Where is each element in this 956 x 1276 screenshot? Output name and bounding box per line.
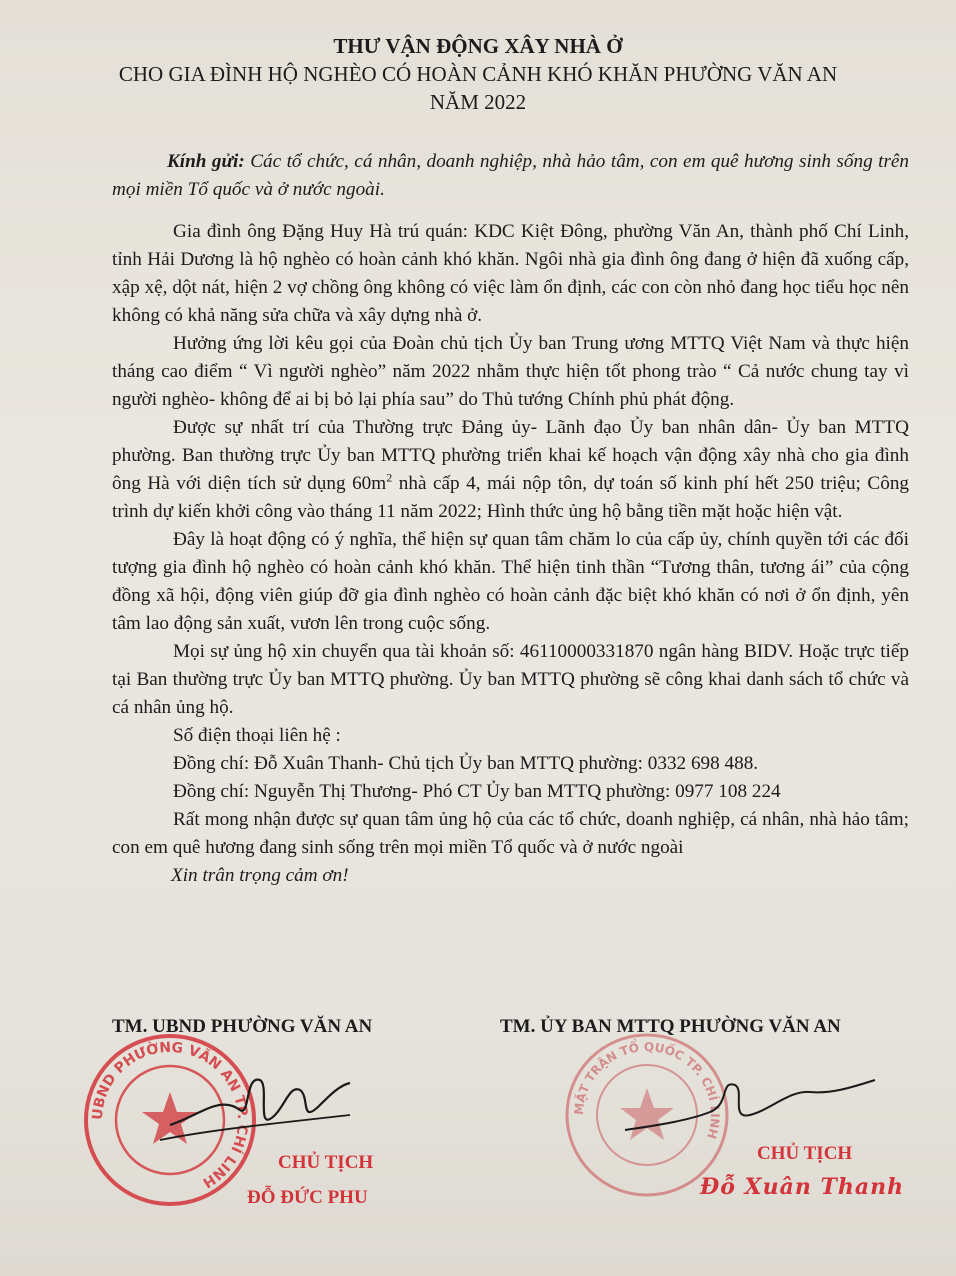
left-handwritten-signature bbox=[150, 1055, 370, 1155]
paragraph-3a: Được sự nhất trí của Thường trực Đảng ủy- Lãnh đạo Ủy ban nhân dân- Ủy ban MTTQ phường. Ban thường trực Ủy ban MTTQ phường triển khai kế hoạch vận động xây nhà cho gia đình ông Hà với diện tích sử dụng 60m bbox=[112, 417, 909, 494]
paragraph-3b: nhà cấp 4, mái nộp tôn, dự toán số kinh phí hết 250 triệu; Công trình dự kiến khởi công vào tháng 11 năm 2022; Hình thức ủng hộ bằng tiền mặt hoặc hiện vật. bbox=[112, 473, 910, 522]
greeting-label: Kính gửi: bbox=[167, 151, 245, 172]
letter-body bbox=[112, 148, 909, 890]
paragraph-4: Đây là hoạt động có ý nghĩa, thể hiện sự quan tâm chăm lo của cấp ủy, chính quyền tới các đối tượng gia đình hộ nghèo có hoàn cảnh khó khăn. Thể hiện tinh thần “Tương thân, tương ái” của cộng đồng xã hội, động viên giúp đỡ gia đình nghèo có hoàn cảnh đặc biệt khó khăn có nơi ở ổn định, yên tâm lao động sản xuất, vươn lên trong cuộc sống. bbox=[112, 529, 909, 634]
paragraph-3 bbox=[112, 414, 909, 526]
greeting bbox=[112, 148, 909, 204]
left-seal-text: UBND PHƯỜNG VĂN AN TP. CHÍ LINH bbox=[89, 1039, 251, 1191]
document-title: THƯ VẬN ĐỘNG XÂY NHÀ Ở bbox=[333, 34, 623, 58]
left-signature-name: ĐỖ ĐỨC PHU bbox=[247, 1187, 368, 1208]
right-signature-title: CHỦ TỊCH bbox=[757, 1143, 853, 1164]
paragraph-2: Hưởng ứng lời kêu gọi của Đoàn chủ tịch Ủy ban Trung ương MTTQ Việt Nam và thực hiện tháng cao điểm “ Vì người nghèo” năm 2022 nhằm thực hiện tốt phong trào “ Cả nước chung tay vì người nghèo- không để ai bị bỏ lại phía sau” do Thủ tướng Chính phủ phát động. bbox=[112, 333, 909, 410]
contact-label: Số điện thoại liên hệ : bbox=[173, 725, 341, 746]
contact-2: Đồng chí: Nguyễn Thị Thương- Phó CT Ủy ban MTTQ phường: 0977 108 224 bbox=[173, 781, 781, 802]
document-year: NĂM 2022 bbox=[429, 90, 527, 114]
paragraph-5: Mọi sự ủng hộ xin chuyển qua tài khoản số: 46110000331870 ngân hàng BIDV. Hoặc trực tiếp tại Ban thường trực Ủy ban MTTQ phường. Ủy ban MTTQ phường sẽ công khai danh sách tổ chức và cá nhân ủng hộ. bbox=[112, 641, 909, 718]
paragraph-6: Rất mong nhận được sự quan tâm ủng hộ của các tổ chức, doanh nghiệp, cá nhân, nhà hảo tâm; con em quê hương đang sinh sống trên mọi miền Tổ quốc và ở nước ngoài bbox=[112, 809, 909, 858]
document-subtitle: CHO GIA ĐÌNH HỘ NGHÈO CÓ HOÀN CẢNH KHÓ KHĂN PHƯỜNG VĂN AN bbox=[118, 62, 838, 86]
greeting-text: Các tổ chức, cá nhân, doanh nghiệp, nhà hảo tâm, con em quê hương sinh sống trên mọi miền Tổ quốc và ở nước ngoài. bbox=[112, 151, 910, 200]
paragraph-1: Gia đình ông Đặng Huy Hà trú quán: KDC Kiệt Đông, phường Văn An, thành phố Chí Linh, tỉnh Hải Dương là hộ nghèo có hoàn cảnh khó khăn. Ngôi nhà gia đình ông đang ở hiện đã xuống cấp, xập xệ, dột nát, hiện 2 vợ chồng ông không có việc làm ổn định, các con còn nhỏ đang học tiểu học nên không có khả năng sửa chữa và xây dựng nhà ở. bbox=[112, 221, 909, 326]
right-seal-text: MẶT TRẬN TỔ QUỐC TP. CHÍ LINH bbox=[571, 1039, 723, 1141]
thanks-line: Xin trân trọng cảm ơn! bbox=[171, 865, 349, 886]
left-signature-title: CHỦ TỊCH bbox=[278, 1152, 374, 1173]
left-signature-org: TM. UBND PHƯỜNG VĂN AN bbox=[112, 1016, 373, 1037]
right-signature-org: TM. ỦY BAN MTTQ PHƯỜNG VĂN AN bbox=[500, 1016, 841, 1037]
square-superscript: 2 bbox=[386, 470, 393, 485]
right-handwritten-signature bbox=[620, 1070, 880, 1150]
contact-1: Đồng chí: Đỗ Xuân Thanh- Chủ tịch Ủy ban MTTQ phường: 0332 698 488. bbox=[173, 753, 759, 774]
right-signature-name: Đỗ Xuân Thanh bbox=[700, 1174, 905, 1200]
